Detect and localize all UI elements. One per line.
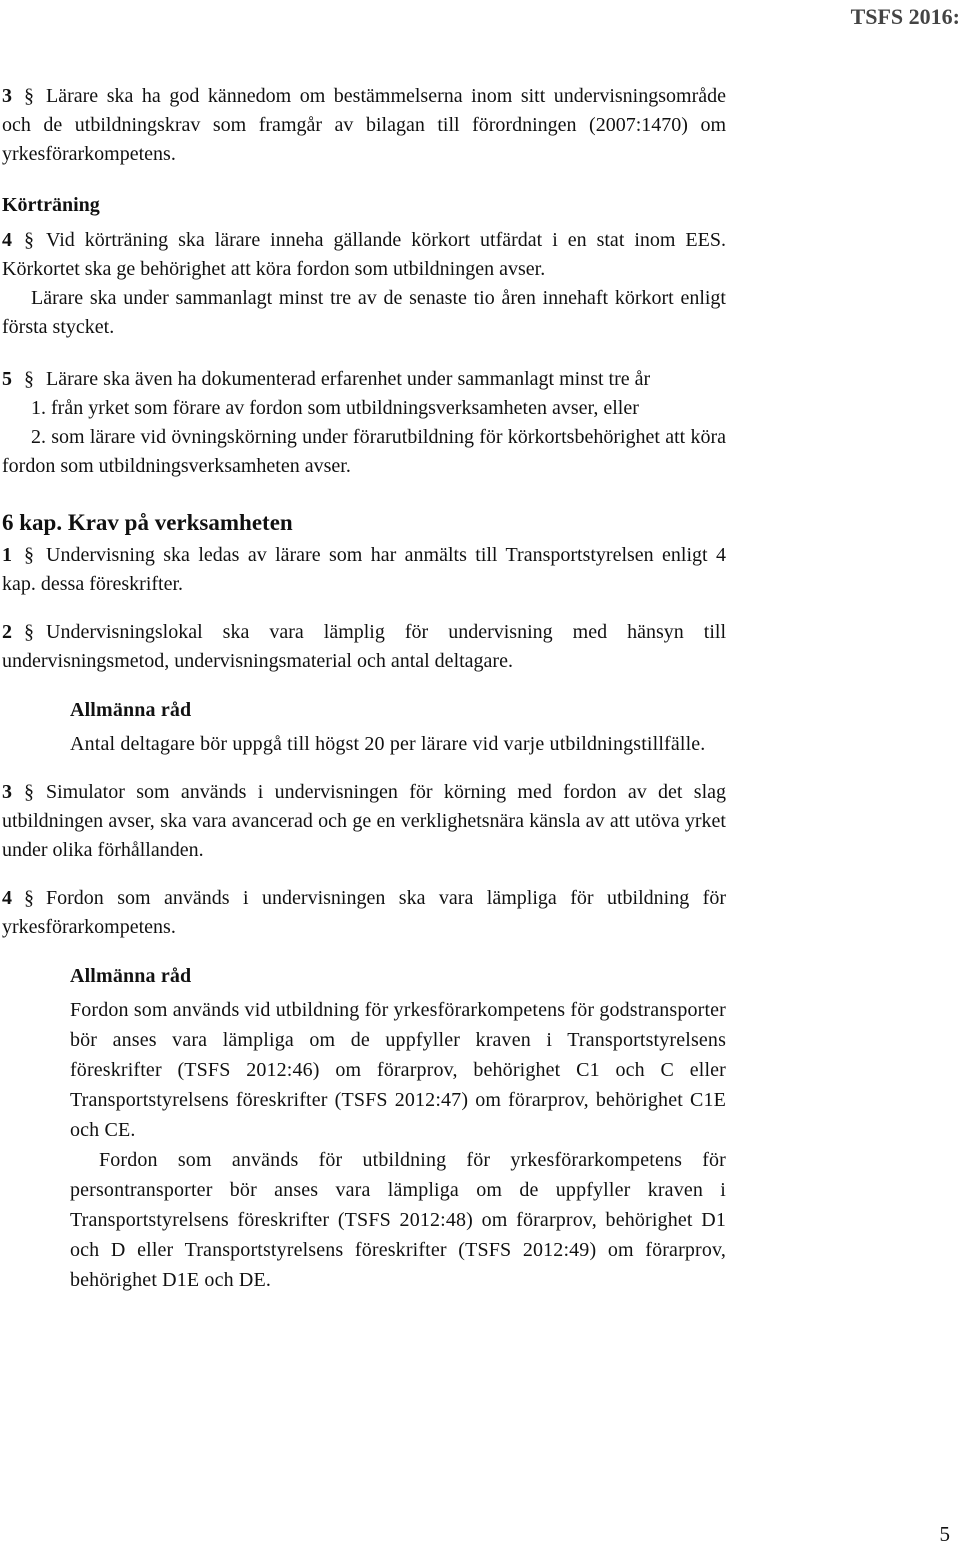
section-number: 5 [2,368,12,390]
paragraph-sign: § [24,781,34,803]
paragraph-sign: § [24,544,34,566]
paragraph-sign: § [24,85,34,107]
running-title: TSFS 2016: [850,4,960,29]
section-text: Fordon som används i undervisningen ska vara lämpliga för utbildning för yrkesförarkompetens. [2,887,726,938]
subheading-korträning: Körträning [2,194,100,216]
section-text: Undervisningslokal ska vara lämplig för undervisning med hänsyn till undervisningsmetod, undervisningsmaterial och antal deltagare. [2,621,726,672]
chapter-6-section-2 [2,618,726,676]
section-text: Vid körträning ska lärare inneha gällande körkort utfärdat i en stat inom EES. Körkortet ska ge behörighet att köra fordon som utbildningen avser. [2,229,726,280]
paragraph-sign: § [24,368,34,390]
list-item-2: 2. som lärare vid övningskörning under förarutbildning för körkortsbehörighet att köra fordon som utbildningsverksamheten avser. [2,426,726,477]
list-item-1: 1. från yrket som förare av fordon som utbildningsverksamheten avser, eller [31,397,639,419]
section-4 [2,226,726,284]
section-number: 1 [2,544,12,566]
section-5 [2,365,726,394]
general-advice-2 [70,961,726,1295]
section-number: 3 [2,85,12,107]
general-advice-1 [70,695,726,759]
section-3 [2,82,726,169]
section-text: Lärare ska även ha dokumenterad erfarenhet under sammanlagt minst tre år [46,368,651,390]
advice-heading: Allmänna råd [70,699,192,721]
chapter-6-section-1 [2,541,726,599]
section-number: 4 [2,887,12,909]
section-text: Lärare ska ha god kännedom om bestämmelserna inom sitt undervisningsområde och de utbildningskrav som framgår av bilagan till förordningen (2007:1470) om yrkesförarkompetens. [2,85,726,165]
chapter-heading: 6 kap. Krav på verksamheten [2,510,293,535]
section-number: 4 [2,229,12,251]
advice-text: Antal deltagare bör uppgå till högst 20 per lärare vid varje utbildningstillfälle. [70,733,706,755]
advice-text-2: Fordon som används för utbildning för yrkesförarkompetens för persontransporter bör anses vara lämpliga om de uppfyller kraven i Transportstyrelsens föreskrifter (TSFS 2012:48) om förarprov, behörighet D1 och D eller Transportstyrelsens föreskrifter (TSFS 2012:49) om förarprov, behörighet D1E och DE. [70,1149,726,1291]
paragraph-sign: § [24,229,34,251]
paragraph-sign: § [24,887,34,909]
chapter-6-section-3 [2,778,726,865]
advice-text-1: Fordon som används vid utbildning för yrkesförarkompetens för godstransporter bör anses vara lämpliga om de uppfyller kraven i Transportstyrelsens föreskrifter (TSFS 2012:46) om förarprov, behörighet C1 och C eller Transportstyrelsens föreskrifter (TSFS 2012:47) om förarprov, behörighet C1E och CE. [70,999,726,1141]
advice-heading: Allmänna råd [70,965,192,987]
section-text: Simulator som används i undervisningen för körning med fordon av det slag utbildningen avser, ska vara avancerad och ge en verklighetsnära känsla av att utöva yrket under olika förhållanden. [2,781,726,861]
section-number: 2 [2,621,12,643]
section-text: Undervisning ska ledas av lärare som har anmälts till Transportstyrelsen enligt 4 kap. dessa föreskrifter. [2,544,726,595]
section-4-paragraph-2: Lärare ska under sammanlagt minst tre av de senaste tio åren innehaft körkort enligt första stycket. [2,287,726,338]
paragraph-sign: § [24,621,34,643]
chapter-6-section-4 [2,884,726,942]
page-number: 5 [939,1522,950,1546]
document-body [2,82,726,1295]
section-number: 3 [2,781,12,803]
